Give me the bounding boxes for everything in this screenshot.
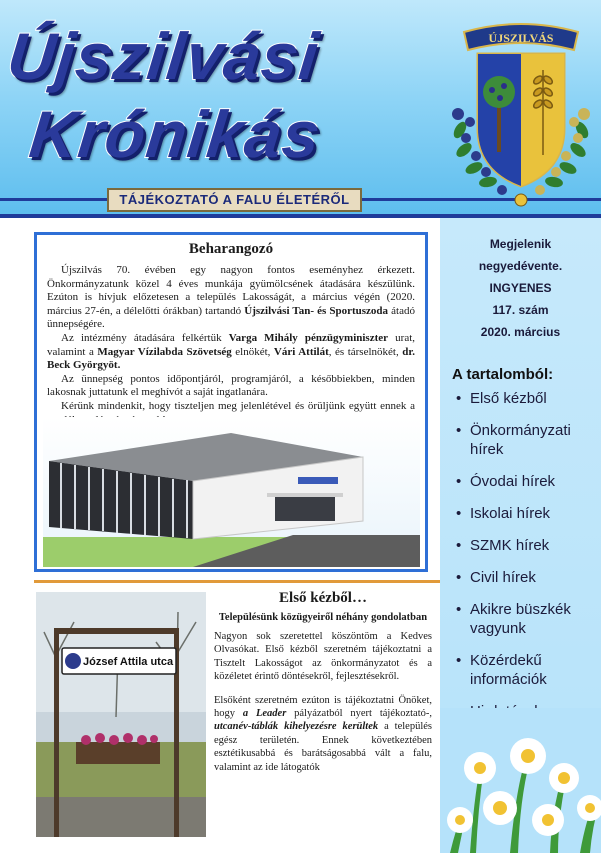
contents-item[interactable]: • Óvodai hírek	[456, 472, 601, 491]
announcement-paragraph: Az intézmény átadására felkértük Varga Mihály pénzügyminiszter urat, valamint a Magyar Vízilabda Szövetség elnökét, Vári Attilát, és társelnökét, dr. Beck Györgyöt.	[47, 331, 416, 372]
street-sign-photo	[36, 592, 206, 837]
contents-item[interactable]: • Első kézből	[456, 389, 601, 408]
section-divider	[34, 580, 440, 583]
street-sign-text: József Attila utca	[83, 656, 174, 668]
issue-frequency-line2: negyedévente.	[478, 259, 563, 273]
issue-info	[440, 234, 601, 342]
announcement-title: Beharangozó	[188, 241, 274, 257]
masthead-tagline: TÁJÉKOZTATÓ A FALU ÉLETÉRŐL	[107, 188, 362, 212]
swimming-pool-building-illustration	[43, 417, 420, 567]
announcement-box	[34, 232, 428, 572]
village-coat-of-arms	[446, 10, 596, 210]
masthead-title-line1: Újszilvási	[4, 19, 323, 93]
issue-number: 117. szám	[492, 303, 549, 317]
announcement-paragraph: Újszilvás 70. évében egy nagyon fontos eseményhez érkezett. Önkormányzatunk közel 4 éves munkája gyümölcsének átadására készülünk. Ezúton is hívjuk előzetesen a település Lakosságát, a március végén (2020. március 27-én, a délelőtti órákban) tartandó Újszilvási Tan- és Sportuszoda átadó ünnepségére.	[47, 264, 415, 331]
masthead-header	[0, 0, 601, 218]
contents-item[interactable]: • Közérdekű információk	[456, 651, 601, 689]
issue-date: 2020. március	[480, 325, 561, 339]
article-subtitle: Településünk közügyeiről néhány gondolatban	[218, 612, 428, 623]
article-title: Első kézből…	[279, 590, 367, 606]
daffodil-illustration	[440, 708, 601, 853]
announcement-paragraph: Kérünk mindenkit, hogy tiszteljen meg jelenlétével és örüljünk együtt ennek a	[61, 399, 415, 412]
contents-title: A tartalomból:	[452, 366, 554, 383]
contents-item[interactable]: • Civil hírek	[456, 568, 601, 587]
contents-list	[456, 389, 601, 721]
contents-item[interactable]: • SZMK hírek	[456, 536, 601, 555]
issue-frequency-line1: Megjelenik	[489, 237, 552, 251]
issue-price: INGYENES	[489, 281, 552, 295]
crest-banner-text: ÚJSZILVÁS	[488, 31, 554, 45]
masthead-title-line2: Krónikás	[26, 97, 325, 171]
contents-item[interactable]: • Iskolai hírek	[456, 504, 601, 523]
announcement-paragraph: Az ünnepség pontos időpontjáról, programjáról, a későbbiekben, minden lakosnak juttatunk el meghívót a saját ingatlanára.	[47, 372, 415, 399]
article-first-hand	[214, 590, 432, 784]
article-paragraph: Nagyon sok szeretettel köszöntöm a Kedves Olvasókat. Első kézből szeretném tájékoztatni a Tisztelt Lakosságot az önkormányzatot és a közéletet érintő döntésekről, fejlesztésekről.	[214, 631, 432, 683]
contents-item[interactable]: • Akikre büszkék vagyunk	[456, 600, 601, 638]
contents-item[interactable]: • Önkormányzati hírek	[456, 421, 601, 459]
article-paragraph: Elsőként szeretném ezúton is tájékoztatni Önöket, hogy a Leader pályázatból nyert tájékoztató-, utcanév-táblák kihelyezésre kerültek a település egész területén. Ennek következtében esztétikusabbá és barátságosabbá vált a falu, valamint az ide látogatók	[214, 694, 433, 773]
